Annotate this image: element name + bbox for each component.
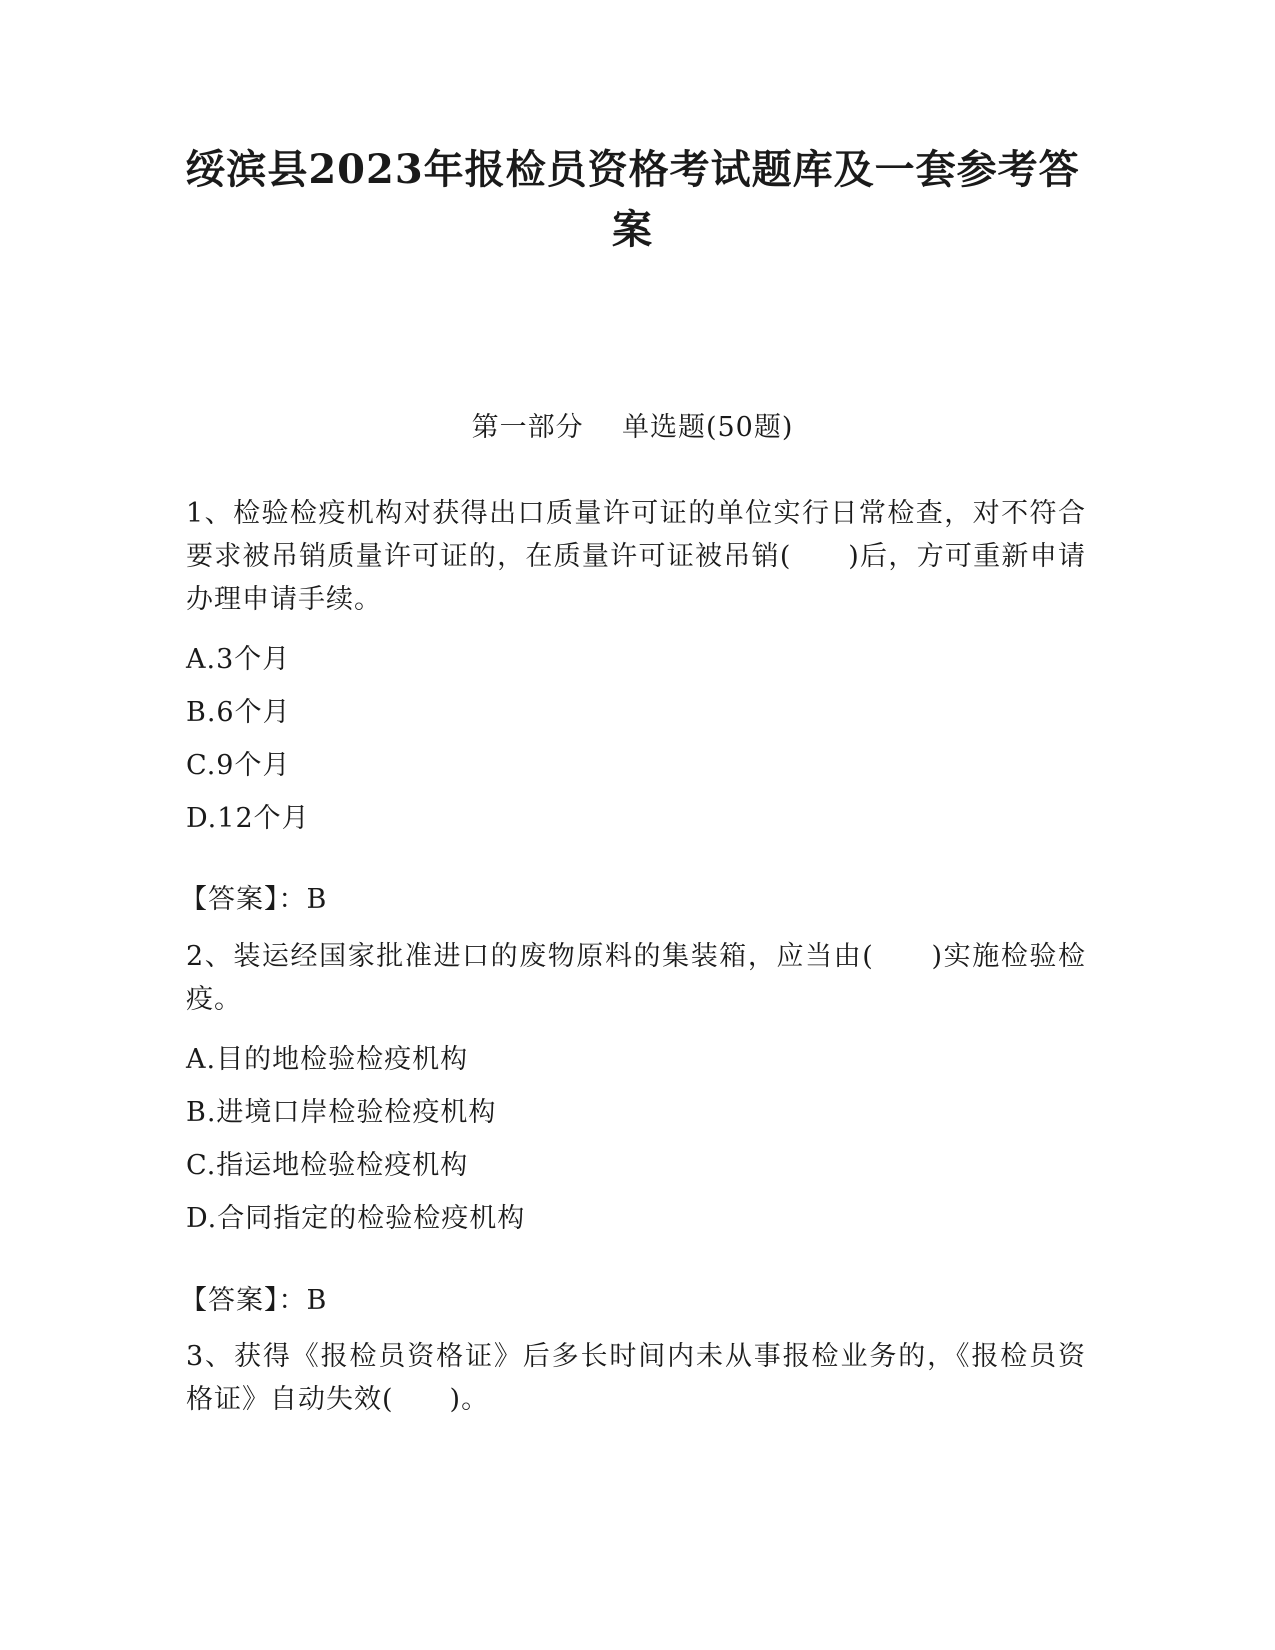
question-text: 2、装运经国家批准进口的废物原料的集装箱，应当由( )实施检验检疫。: [186, 941, 1086, 1015]
question-text: 1、检验检疫机构对获得出口质量许可证的单位实行日常检查，对不符合要求被吊销质量许可证的，在质量许可证被吊销( )后，方可重新申请办理申请手续。: [186, 498, 1086, 615]
option-a: A.目的地检验检疫机构: [186, 1044, 469, 1075]
answer-1: 【答案】：B: [180, 884, 328, 915]
question-3: [186, 1335, 1086, 1421]
answer-2: 【答案】：B: [180, 1285, 328, 1316]
option-d: D.合同指定的检验检疫机构: [186, 1203, 526, 1234]
question-2: [186, 935, 1086, 1233]
question-text: 3、获得《报检员资格证》后多长时间内未从事报检业务的，《报检员资格证》自动失效( )。: [186, 1341, 1086, 1415]
section-heading: 第一部分 单选题(50题): [471, 412, 794, 443]
option-b: B.6个月: [186, 697, 291, 728]
option-a: A.3个月: [186, 644, 291, 675]
option-b: B.进境口岸检验检疫机构: [186, 1097, 497, 1128]
option-d: D.12个月: [186, 803, 310, 834]
document-title: 绥滨县2023年报检员资格考试题库及一套参考答案: [185, 146, 1080, 253]
option-c: C.9个月: [186, 750, 291, 781]
option-c: C.指运地检验检疫机构: [186, 1150, 469, 1181]
question-1: [186, 492, 1086, 833]
